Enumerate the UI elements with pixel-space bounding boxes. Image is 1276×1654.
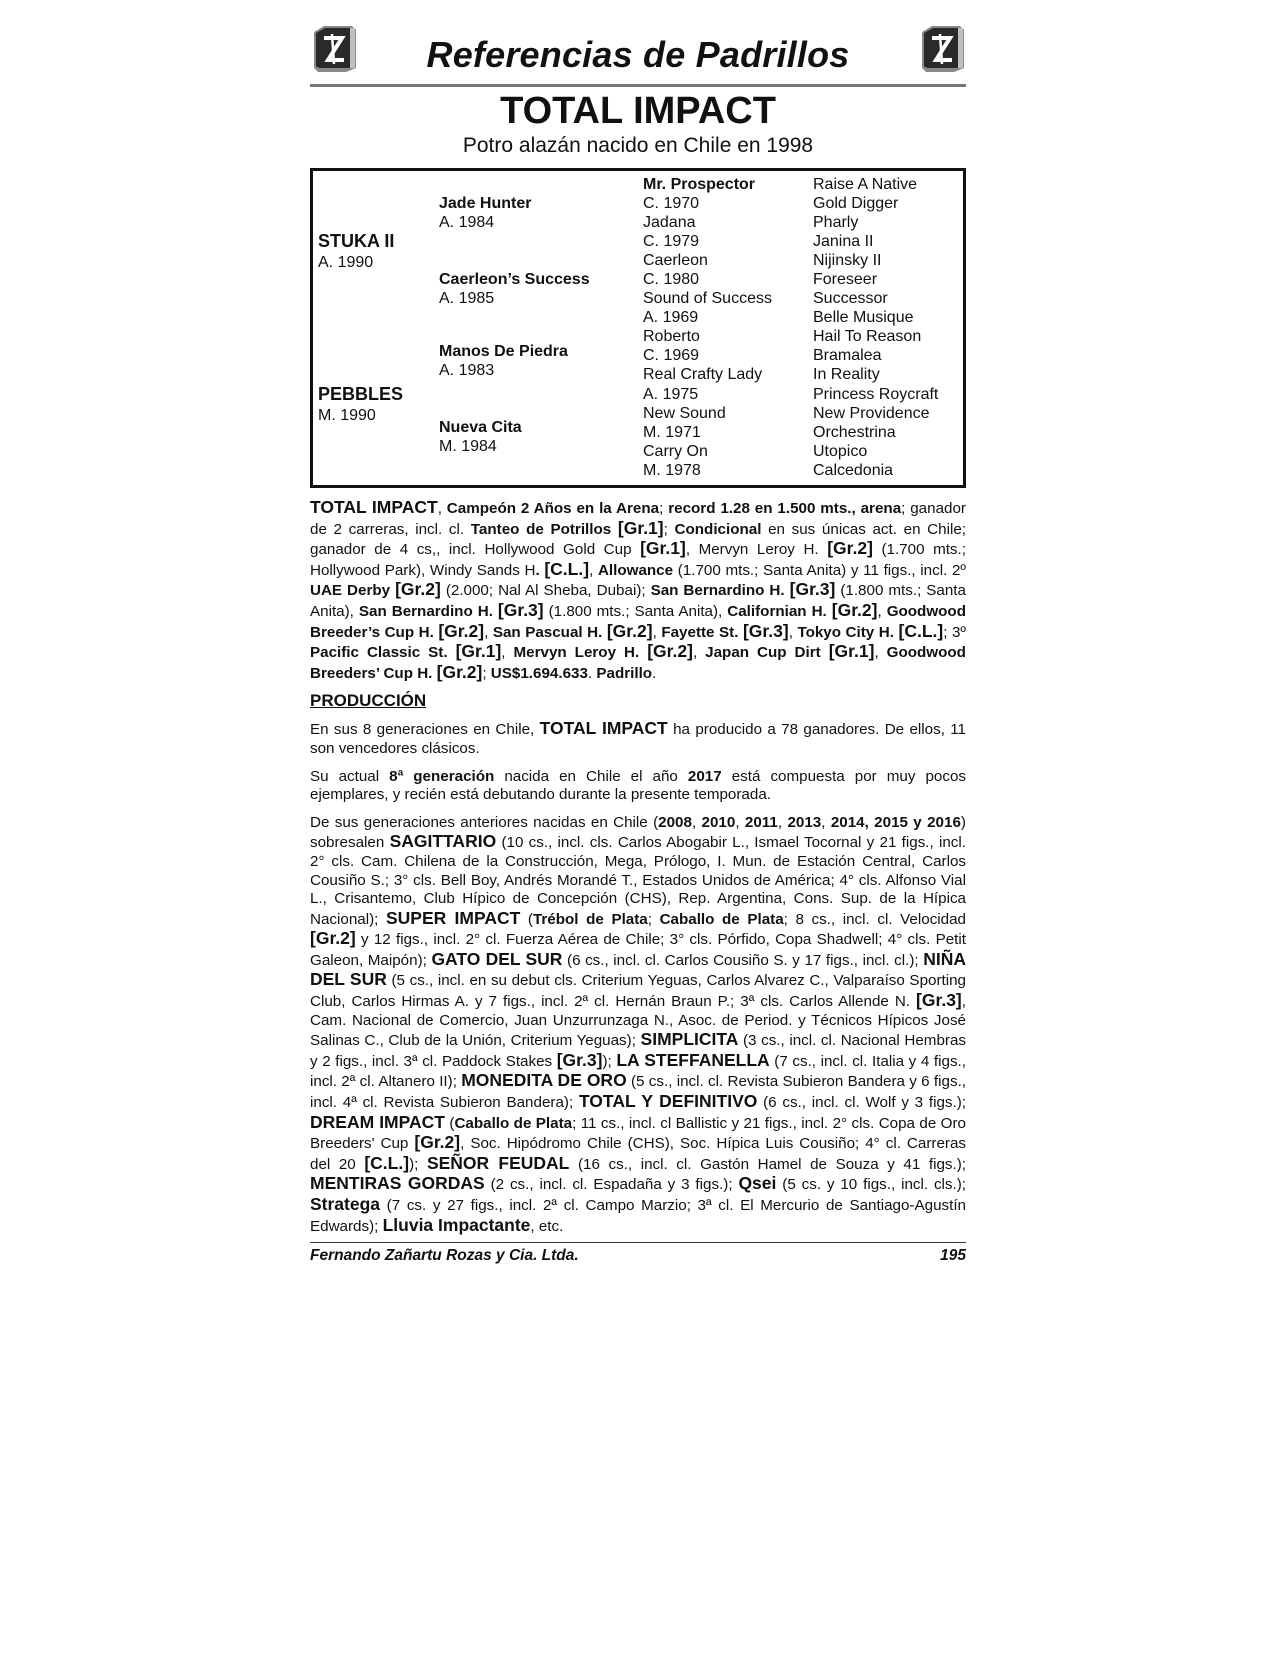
pedigree-ancestor: Utopico (813, 443, 868, 460)
pedigree-ancestor: Pharly (813, 214, 859, 231)
production-heading: PRODUCCIÓN (310, 691, 427, 711)
header-rule (310, 84, 966, 87)
pedigree-grandsire: Manos De Piedra (439, 343, 568, 360)
pedigree-ancestor: Foreseer (813, 271, 878, 288)
pedigree-ancestor: C. 1970 (643, 195, 700, 212)
pedigree-granddam: Nueva Cita (439, 419, 522, 436)
page-header (310, 22, 966, 80)
pedigree-sire-name: STUKA II (318, 231, 395, 251)
horse-description: Potro alazán nacido en Chile en 1998 (462, 134, 814, 157)
pedigree-ancestor: Calcedonia (813, 462, 894, 479)
pedigree-ancestor: Jadana (643, 214, 696, 231)
pedigree-ancestor: Hail To Reason (813, 328, 922, 345)
pedigree-ancestor: New Sound (643, 405, 726, 422)
zr-logo-icon (918, 24, 966, 74)
pedigree-ancestor: Janina II (813, 233, 874, 250)
production-paragraph: En sus 8 generaciones en Chile, TOTAL IMPACT ha producido a 78 ganadores. De ellos, 11 son vencedores clásicos. (310, 718, 967, 757)
pedigree-ancestor: Nijinsky II (813, 252, 882, 269)
pedigree-dam-year: M. 1990 (318, 407, 376, 424)
pedigree-ancestor: Successor (813, 290, 888, 307)
header-title: Referencias de Padrillos (426, 34, 850, 75)
pedigree-ancestor: Orchestrina (813, 424, 896, 441)
pedigree-ancestor: Bramalea (813, 347, 882, 364)
page-number: 195 (940, 1247, 966, 1265)
generation-paragraph: Su actual 8ª generación nacida en Chile el año 2017 está compuesta por muy pocos ejemplares, y recién está debutando durante la presente temporada. (310, 767, 966, 804)
pedigree-ancestor: Gold Digger (813, 195, 899, 212)
pedigree-ancestor: Real Crafty Lady (643, 366, 763, 383)
pedigree-ancestor: Belle Musique (813, 309, 914, 326)
racing-record-paragraph: TOTAL IMPACT, Campeón 2 Años en la Arena; record 1.28 en 1.500 mts., arena; ganador de 2 carreras, incl. cl. Tanteo de Potrillos [Gr.1]; Condicional en sus únicas act. en Chile; ganador de 4 cs,, incl. Hollywood Gold Cup [Gr.1], Mervyn Leroy H. [Gr.2] (1.700 mts.; Hollywood Park), Windy Sands H. [C.L.], Allowance (1.700 mts.; Santa Anita) y 11 figs., incl. 2º UAE Derby [Gr.2] (2.000; Nal Al Sheba, Dubai); San Bernardino H. [Gr.3] (1.800 mts.; Santa Anita), San Bernardino H. [Gr.3] (1.800 mts.; Santa Anita), Californian H. [Gr.2], Goodwood Breeder’s Cup H. [Gr.2], San Pascual H. [Gr.2], Fayette St. [Gr.3], Tokyo City H. [C.L.]; 3º Pacific Classic St. [Gr.1], Mervyn Leroy H. [Gr.2], Japan Cup Dirt [Gr.1], Goodwood Breeders’ Cup H. [Gr.2]; US$1.694.633. Padrillo. (310, 497, 967, 682)
pedigree-ancestor: A. 1969 (643, 309, 699, 326)
pedigree-table (310, 168, 966, 488)
pedigree-ancestor: A. 1975 (643, 386, 699, 403)
horse-name: TOTAL IMPACT (500, 90, 776, 132)
pedigree-ancestor: C. 1980 (643, 271, 700, 288)
pedigree-granddam-year: A. 1985 (439, 290, 495, 307)
offspring-paragraph: De sus generaciones anteriores nacidas en Chile (2008, 2010, 2011, 2013, 2014, 2015 y 2016) sobresalen SAGITTARIO (10 cs., incl. cls. Carlos Abogabir L., Ismael Tocornal y 21 figs., incl. 2° cls. Cam. Chilena de la Construcción, Mega, Prólogo, I. Mun. de Estación Central, Carlos Cousiño S.; 3° cls. Bell Boy, Andrés Morandé T., Estados Unidos de América; 4° cls. Alfonso Vial L., Crisantemo, Club Hípico de Concepción (CHS), Rep. Argentina, Cons. Sup. de la Hípica Nacional); SUPER IMPACT (Trébol de Plata; Caballo de Plata; 8 cs., incl. cl. Velocidad [Gr.2] y 12 figs., incl. 2° cl. Fuerza Aérea de Chile; 3° cls. Pórfido, Copa Shadwell; 4° cls. Petit Galeon, Maipón); GATO DEL SUR (6 cs., incl. cl. Carlos Cousiño S. y 17 figs., incl. cl.); NIÑA DEL SUR (5 cs., incl. en su debut cls. Criterium Yeguas, Carlos Alvarez C., Valparaíso Sporting Club, Carlos Hirmas A. y 7 figs., incl. 2ª cl. Hernán Braun P.; 3ª cls. Carlos Allende N. [Gr.3], Cam. Nacional de Comercio, Juan Unzurrunzaga N., Asoc. de Period. y Técnicos Hípicos José Salinas C., Club de la Unión, Criterium Yeguas); SIMPLICITA (3 cs., incl. cl. Nacional Hembras y 2 figs., incl. 3ª cl. Paddock Stakes [Gr.3]); LA STEFFANELLA (7 cs., incl. cl. Italia y 4 figs., incl. 2ª cl. Altanero II); MONEDITA DE ORO (5 cs., incl. cl. Revista Subieron Bandera y 6 figs., incl. 4ª cl. Revista Subieron Bandera); TOTAL Y DEFINITIVO (6 cs., incl. cl. Wolf y 3 figs.); DREAM IMPACT (Caballo de Plata; 11 cs., incl. cl Ballistic y 21 figs., incl. 2° cls. Copa de Oro Breeders' Cup [Gr.2], Soc. Hipódromo Chile (CHS), Soc. Hípica Luis Cousiño; 4° cl. Carreras del 20 [C.L.]); SEÑOR FEUDAL (16 cs., incl. cl. Gastón Hamel de Souza y 41 figs.); MENTIRAS GORDAS (2 cs., incl. cl. Espadaña y 3 figs.); Qsei (5 cs. y 10 figs., incl. cls.); Stratega (7 cs. y 27 figs., incl. 2ª cl. Campo Marzio; 3ª cl. El Mercurio de Santiago-Agustín Edwards); Lluvia Impactante, etc. (310, 813, 967, 1235)
page-footer (310, 1247, 966, 1265)
pedigree-ancestor: C. 1979 (643, 233, 700, 250)
pedigree-ancestor: Raise A Native (813, 176, 918, 193)
pedigree-ancestor: In Reality (813, 366, 880, 383)
footer-rule (310, 1242, 966, 1243)
pedigree-grandsire-year: A. 1983 (439, 362, 495, 379)
footer-publisher: Fernando Zañartu Rozas y Cia. Ltda. (310, 1247, 579, 1265)
pedigree-grandsire: Jade Hunter (439, 195, 532, 212)
document-page (310, 22, 966, 1265)
pedigree-granddam: Caerleon’s Success (439, 271, 590, 288)
pedigree-ancestor: Mr. Prospector (643, 176, 756, 193)
pedigree-ancestor: Sound of Success (643, 290, 772, 307)
pedigree-ancestor: M. 1971 (643, 424, 701, 441)
pedigree-sire-year: A. 1990 (318, 254, 374, 271)
pedigree-ancestor: C. 1969 (643, 347, 700, 364)
pedigree-ancestor: Caerleon (643, 252, 708, 269)
pedigree-ancestor: M. 1978 (643, 462, 701, 479)
pedigree-granddam-year: M. 1984 (439, 438, 497, 455)
pedigree-ancestor: Carry On (643, 443, 708, 460)
pedigree-grandsire-year: A. 1984 (439, 214, 495, 231)
pedigree-ancestor: Roberto (643, 328, 700, 345)
pedigree-ancestor: New Providence (813, 405, 930, 422)
pedigree-dam-name: PEBBLES (318, 384, 404, 404)
pedigree-ancestor: Princess Roycraft (813, 386, 939, 403)
